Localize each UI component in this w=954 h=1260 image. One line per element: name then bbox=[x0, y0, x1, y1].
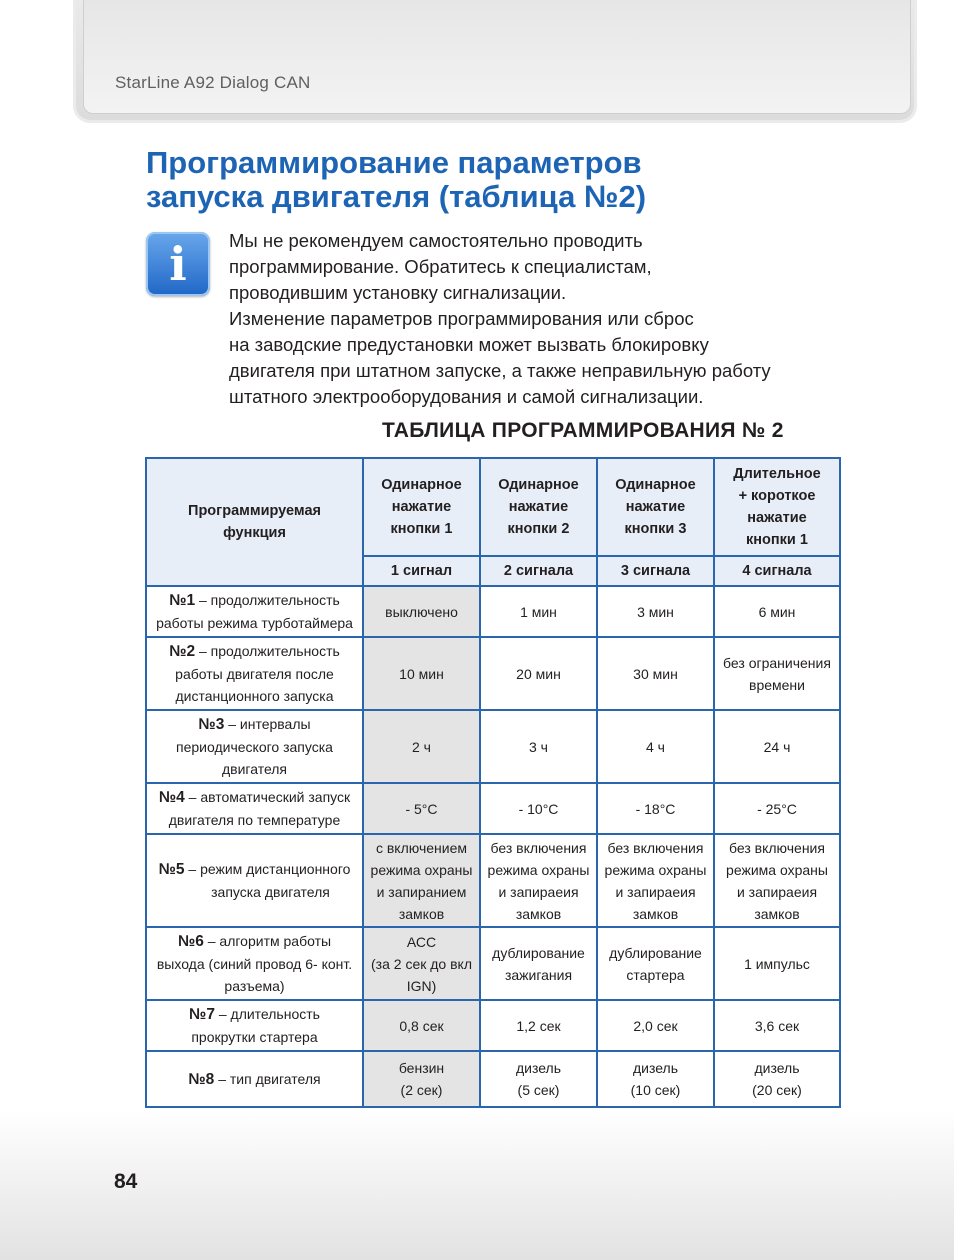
table-row bbox=[146, 1051, 840, 1107]
notice-line: проводившим установку сигнализации. bbox=[229, 282, 567, 303]
function-cell: №6 – алгоритм работы выхода (синий провод 6- конт. разъема) bbox=[146, 927, 363, 1000]
value-cell: - 25°С bbox=[714, 783, 840, 834]
header-panel bbox=[83, 0, 911, 114]
table-row bbox=[146, 927, 840, 1000]
table-row bbox=[146, 783, 840, 834]
value-cell: 1 мин bbox=[480, 586, 597, 637]
value-cell: 24 ч bbox=[714, 710, 840, 783]
value-cell: 10 мин bbox=[363, 637, 480, 710]
signal-count: 2 сигнала bbox=[480, 556, 597, 586]
page-title bbox=[146, 146, 646, 214]
column-header-long-press: Длительное + короткое нажатие кнопки 1 bbox=[714, 458, 840, 556]
value-cell: выключено bbox=[363, 586, 480, 637]
table-row bbox=[146, 1000, 840, 1051]
function-cell: №3 – интервалы периодического запуска двигателя bbox=[146, 710, 363, 783]
info-icon: i bbox=[146, 232, 210, 296]
value-cell: без включения режима охраны и запираеия замков bbox=[714, 834, 840, 927]
notice-line: Изменение параметров программирования или сброс bbox=[229, 308, 694, 329]
value-cell: 2 ч bbox=[363, 710, 480, 783]
value-cell: дизель (5 сек) bbox=[480, 1051, 597, 1107]
column-header-button-3: Одинарное нажатие кнопки 3 bbox=[597, 458, 714, 556]
value-cell: - 10°С bbox=[480, 783, 597, 834]
function-cell: №1 – продолжительность работы режима турботаймера bbox=[146, 586, 363, 637]
value-cell: 1 импульс bbox=[714, 927, 840, 1000]
notice-line: на заводские предустановки может вызвать блокировку bbox=[229, 334, 709, 355]
notice-line: Мы не рекомендуем самостоятельно проводить bbox=[229, 230, 643, 251]
value-cell: 3 ч bbox=[480, 710, 597, 783]
value-cell: 20 мин bbox=[480, 637, 597, 710]
function-cell: №5 – режим дистанционного запуска двигателя bbox=[146, 834, 363, 927]
value-cell: - 18°С bbox=[597, 783, 714, 834]
manual-title: StarLine A92 Dialog CAN bbox=[115, 73, 311, 92]
value-cell: без включения режима охраны и запираеия замков bbox=[480, 834, 597, 927]
value-cell: дублирование зажигания bbox=[480, 927, 597, 1000]
value-cell: 2,0 сек bbox=[597, 1000, 714, 1051]
value-cell: дизель (10 сек) bbox=[597, 1051, 714, 1107]
value-cell: 30 мин bbox=[597, 637, 714, 710]
table-row bbox=[146, 637, 840, 710]
value-cell: с включением режима охраны и запиранием замков bbox=[363, 834, 480, 927]
page-title-line-1: Программирование параметров bbox=[146, 145, 642, 180]
signal-count: 4 сигнала bbox=[714, 556, 840, 586]
page-title-line-2: запуска двигателя (таблица №2) bbox=[146, 179, 647, 214]
footer-band bbox=[0, 1110, 954, 1260]
notice-line: штатного электрооборудования и самой сигнализации. bbox=[229, 386, 704, 407]
programming-table bbox=[145, 457, 841, 1108]
table-row bbox=[146, 586, 840, 637]
value-cell: 0,8 сек bbox=[363, 1000, 480, 1051]
signal-count: 3 сигнала bbox=[597, 556, 714, 586]
value-cell: 3,6 сек bbox=[714, 1000, 840, 1051]
value-cell: бензин (2 сек) bbox=[363, 1051, 480, 1107]
value-cell: 1,2 сек bbox=[480, 1000, 597, 1051]
table-title: ТАБЛИЦА ПРОГРАММИРОВАНИЯ № 2 bbox=[382, 419, 784, 442]
function-cell: №2 – продолжительность работы двигателя после дистанционного запуска bbox=[146, 637, 363, 710]
value-cell: без ограничения времени bbox=[714, 637, 840, 710]
table-row bbox=[146, 834, 840, 927]
value-cell: - 5°С bbox=[363, 783, 480, 834]
column-header-button-2: Одинарное нажатие кнопки 2 bbox=[480, 458, 597, 556]
notice-line: двигателя при штатном запуске, а также неправильную работу bbox=[229, 360, 771, 381]
function-column-header: Программируемая функция bbox=[146, 458, 363, 586]
value-cell: дублирование стартера bbox=[597, 927, 714, 1000]
signal-count: 1 сигнал bbox=[363, 556, 480, 586]
warning-notice bbox=[229, 228, 849, 410]
column-header-button-1: Одинарное нажатие кнопки 1 bbox=[363, 458, 480, 556]
value-cell: АСС (за 2 сек до вкл IGN) bbox=[363, 927, 480, 1000]
table-header-row bbox=[146, 458, 840, 556]
page-number: 84 bbox=[114, 1170, 138, 1193]
function-cell: №7 – длительность прокрутки стартера bbox=[146, 1000, 363, 1051]
value-cell: 6 мин bbox=[714, 586, 840, 637]
function-cell: №8 – тип двигателя bbox=[146, 1051, 363, 1107]
notice-line: программирование. Обратитесь к специалистам, bbox=[229, 256, 652, 277]
value-cell: без включения режима охраны и запираеия замков bbox=[597, 834, 714, 927]
function-cell: №4 – автоматический запуск двигателя по температуре bbox=[146, 783, 363, 834]
value-cell: дизель (20 сек) bbox=[714, 1051, 840, 1107]
value-cell: 3 мин bbox=[597, 586, 714, 637]
table-row bbox=[146, 710, 840, 783]
value-cell: 4 ч bbox=[597, 710, 714, 783]
